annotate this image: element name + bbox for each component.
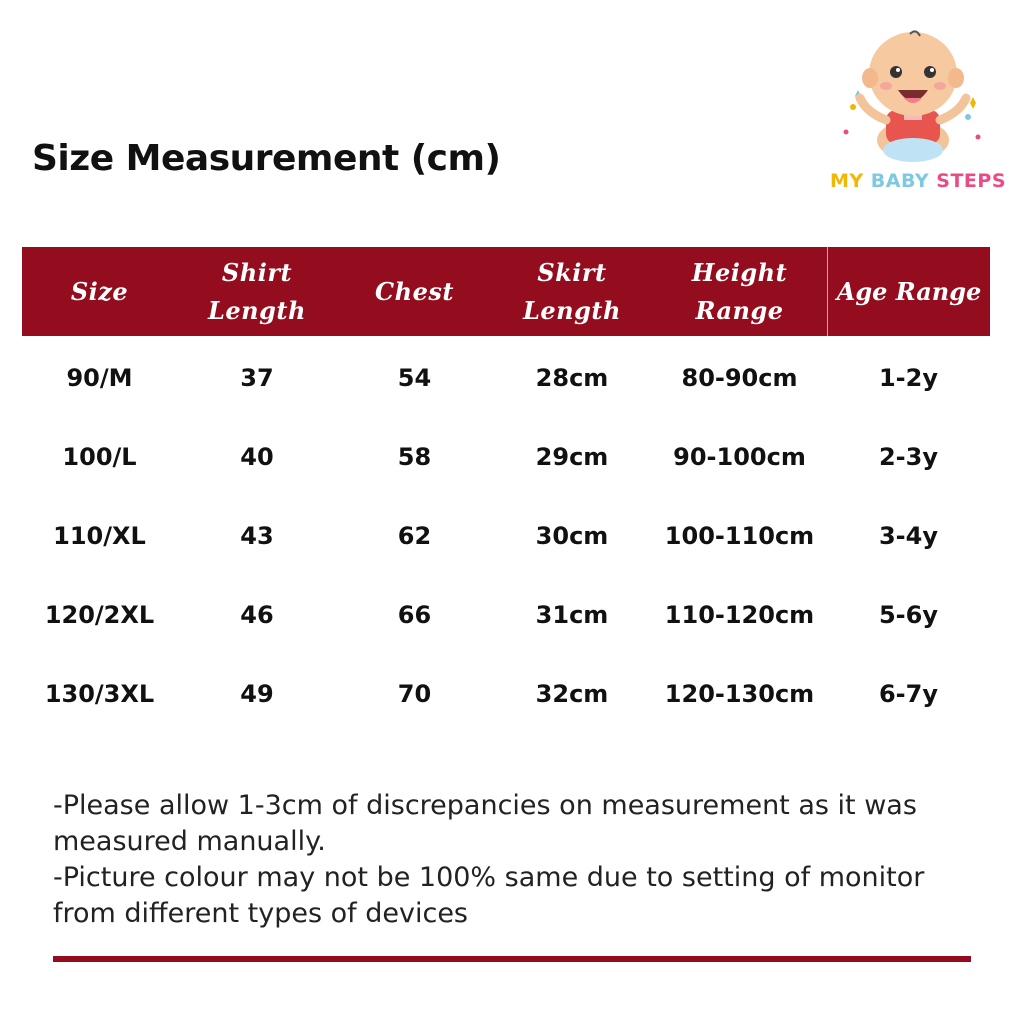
header-age-range: Age Range: [827, 247, 990, 336]
cell-skirt-length: 30cm: [535, 521, 609, 550]
brand-logo-text: [818, 170, 1018, 192]
logo-text-baby: BABY: [870, 170, 930, 192]
header-chest: Chest: [375, 276, 454, 306]
cell-height-range: 90-100cm: [673, 442, 806, 471]
cell-chest: 66: [397, 600, 432, 629]
table-row: [22, 338, 990, 417]
cell-size: 110/XL: [53, 521, 146, 550]
cell-chest: 58: [397, 442, 432, 471]
header-height-range: Height Range: [691, 257, 788, 325]
table-row: [22, 496, 990, 575]
cell-chest: 70: [397, 679, 432, 708]
cell-shirt-length: 37: [240, 363, 274, 392]
table-row: [22, 654, 990, 733]
logo-text-my: MY: [829, 170, 864, 192]
cell-skirt-length: 28cm: [535, 363, 609, 392]
cell-age-range: 1-2y: [878, 363, 938, 392]
size-table-body: [22, 338, 990, 733]
cell-age-range: 6-7y: [878, 679, 938, 708]
cell-size: 100/L: [62, 442, 137, 471]
cell-skirt-length: 29cm: [535, 442, 609, 471]
cell-shirt-length: 43: [240, 521, 274, 550]
cell-shirt-length: 40: [240, 442, 274, 471]
header-shirt-length: Shirt Length: [208, 257, 306, 325]
header-skirt-length: Skirt Length: [523, 257, 621, 325]
cell-shirt-length: 46: [240, 600, 274, 629]
cell-chest: 62: [397, 521, 432, 550]
baby-mascot-icon: [818, 12, 1018, 172]
brand-logo: [818, 12, 1018, 212]
cell-size: 130/3XL: [44, 679, 155, 708]
cell-size: 120/2XL: [44, 600, 155, 629]
table-row: [22, 417, 990, 496]
cell-shirt-length: 49: [240, 679, 274, 708]
cell-chest: 54: [397, 363, 432, 392]
table-header: [22, 247, 990, 336]
logo-text-steps: STEPS: [936, 170, 1007, 192]
footer-divider: [53, 956, 971, 962]
cell-height-range: 80-90cm: [681, 363, 798, 392]
cell-height-range: 110-120cm: [664, 600, 815, 629]
cell-height-range: 100-110cm: [664, 521, 815, 550]
page-title: Size Measurement (cm): [32, 138, 501, 179]
cell-size: 90/M: [66, 363, 133, 392]
note-discrepancy: -Please allow 1-3cm of discrepancies on measurement as it was measured manually.: [53, 790, 917, 857]
table-row: [22, 575, 990, 654]
cell-age-range: 2-3y: [878, 442, 938, 471]
cell-age-range: 3-4y: [878, 521, 938, 550]
note-colour: -Picture colour may not be 100% same due to setting of monitor from different types of devices: [53, 862, 925, 929]
cell-skirt-length: 32cm: [535, 679, 609, 708]
header-size: Size: [70, 276, 129, 306]
cell-age-range: 5-6y: [878, 600, 938, 629]
cell-skirt-length: 31cm: [535, 600, 609, 629]
cell-height-range: 120-130cm: [664, 679, 815, 708]
measurement-notes: [53, 788, 953, 932]
